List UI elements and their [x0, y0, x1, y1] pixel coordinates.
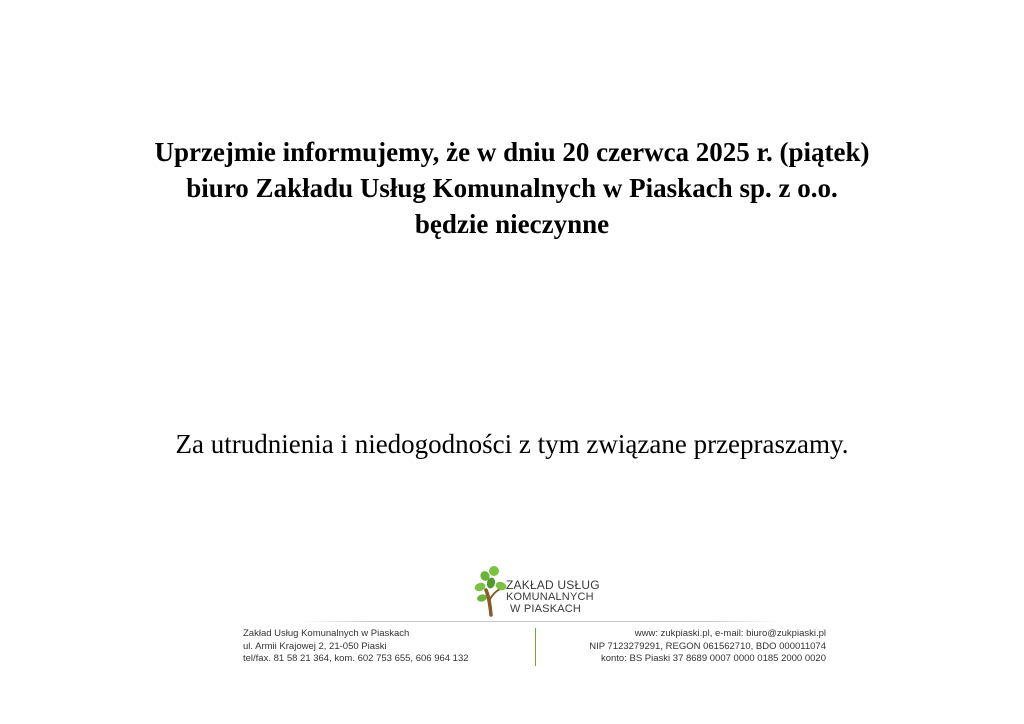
logo-line-1: ZAKŁAD USŁUG — [506, 578, 600, 592]
logo-text — [506, 579, 600, 615]
footer-right-block — [589, 628, 826, 666]
footer-divider — [535, 628, 536, 666]
logo-line-3: W PIASKACH — [510, 603, 582, 615]
notice-line-2: biuro Zakładu Usług Komunalnych w Piaskach sp. z o.o. — [186, 173, 838, 203]
notice-line-1: Uprzejmie informujemy, że w dniu 20 czerwca 2025 r. (piątek) — [154, 137, 870, 167]
footer-company-name: Zakład Usług Komunalnych w Piaskach — [243, 628, 410, 639]
notice-headline — [0, 134, 1024, 242]
company-logo — [474, 565, 604, 617]
apology-text: Za utrudnienia i niedogodności z tym związane przepraszamy. — [175, 429, 849, 459]
tree-icon — [474, 565, 508, 617]
notice-line-3: będzie nieczynne — [414, 209, 610, 239]
footer-left-block — [243, 628, 469, 666]
footer-phone: tel/fax. 81 58 21 364, kom. 602 753 655, 606 964 132 — [243, 653, 469, 664]
logo-line-2: KOMUNALNYCH — [506, 591, 594, 603]
footer-address: ul. Armii Krajowej 2, 21-050 Piaski — [243, 640, 387, 652]
footer-contact: www: zukpiaski.pl, e-mail: biuro@zukpiaski.pl — [634, 628, 826, 639]
footer-account: konto: BS Piaski 37 8689 0007 0000 0185 2000 0020 — [600, 653, 826, 664]
footer-ids: NIP 7123279291, REGON 061562710, BDO 000011074 — [589, 640, 826, 652]
footer-rule — [300, 621, 780, 622]
